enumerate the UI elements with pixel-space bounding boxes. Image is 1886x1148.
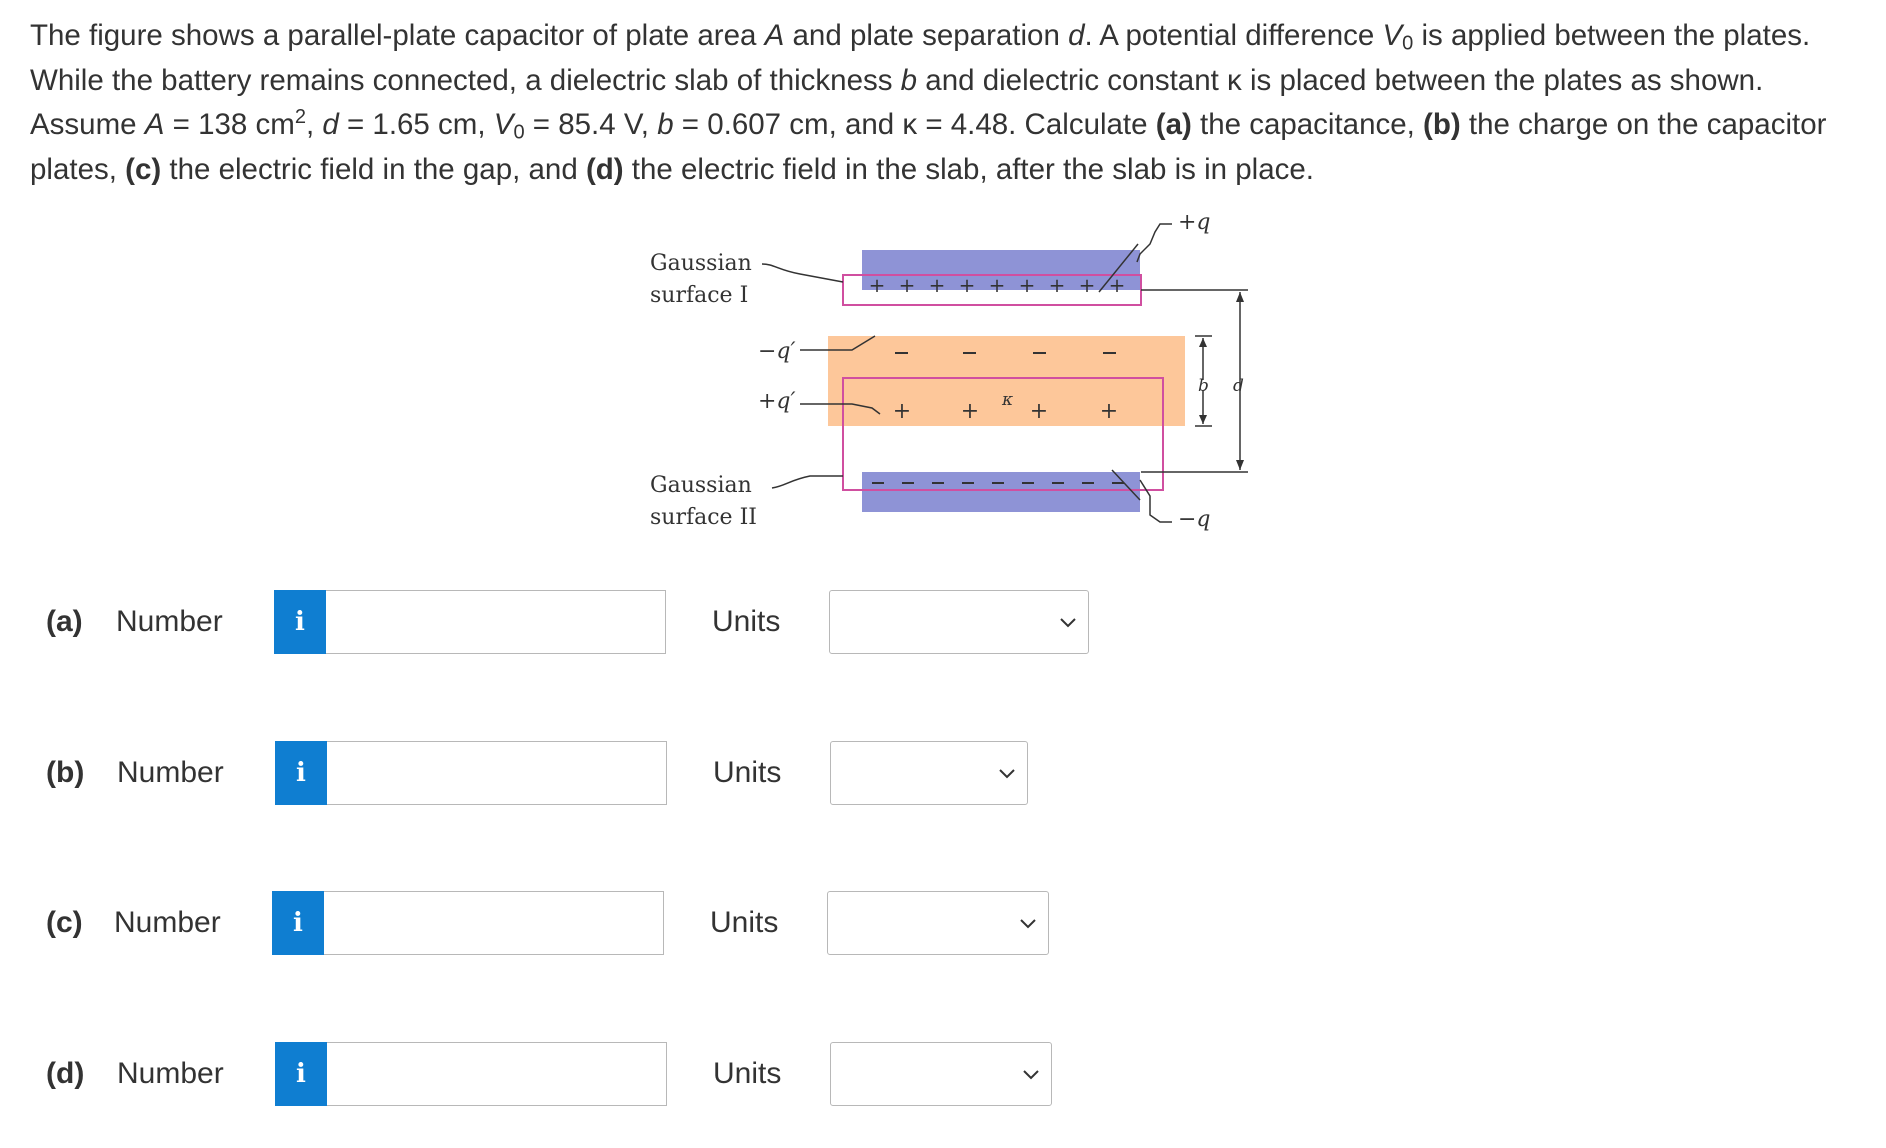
answer-row-d xyxy=(0,1042,1886,1106)
slab-positive-charge: + xyxy=(892,399,912,424)
part-label: (d) xyxy=(46,1057,85,1090)
leader-line xyxy=(762,264,843,282)
info-icon[interactable]: i xyxy=(272,891,324,955)
gaussian-surface-II-label: surface II xyxy=(650,505,757,530)
info-icon[interactable]: i xyxy=(275,1042,327,1106)
arrow-head xyxy=(1199,338,1207,347)
number-label: Number xyxy=(116,605,223,638)
arrow-head xyxy=(1236,460,1244,470)
number-input-d[interactable] xyxy=(327,1042,667,1106)
plus-q-label: +q xyxy=(1178,210,1211,235)
chevron-down-icon xyxy=(1058,612,1078,632)
slab-positive-charge: + xyxy=(1029,399,1049,424)
chevron-down-icon xyxy=(1021,1064,1041,1084)
units-label: Units xyxy=(713,1057,782,1090)
slab-positive-charge: + xyxy=(960,399,980,424)
gaussian-surface-I-label: Gaussian xyxy=(650,251,752,276)
b-label: b xyxy=(1198,376,1209,396)
minus-q-prime-label: −q′ xyxy=(758,339,796,364)
top-plate-charge: + xyxy=(868,273,886,297)
top-plate-charge: + xyxy=(988,273,1006,297)
answer-row-a xyxy=(0,590,1886,654)
info-icon[interactable]: i xyxy=(275,741,327,805)
problem-statement: The figure shows a parallel-plate capacitor of plate area A and plate separation d. A potential difference $V_0$ is applied between the plates. While the battery remains connected, a dielectric slab of thickness b and dielectric constant κ is placed between the plates as shown. Assume A = 138 $cm^2$, d = 1.65 cm, $V_0 = 85.4$ V, b = 0.607 cm, and κ = 4.48. Calculate (a) the capacitance, (b) the charge on the capacitor plates, (c) the electric field in the gap, and (d) the electric field in the slab, after the slab is in place. xyxy=(30,19,1827,186)
number-input-b[interactable] xyxy=(327,741,667,805)
kappa-label: κ xyxy=(1002,390,1014,410)
plus-q-prime-label: +q′ xyxy=(758,389,796,414)
number-label: Number xyxy=(114,906,221,939)
info-icon[interactable]: i xyxy=(274,590,326,654)
top-plate-charge: + xyxy=(1108,273,1126,297)
leader-line xyxy=(772,476,843,488)
top-plate-charge: + xyxy=(1078,273,1096,297)
minus-q-label: −q xyxy=(1178,507,1211,532)
number-input-c[interactable] xyxy=(324,891,664,955)
part-label: (c) xyxy=(46,906,83,939)
top-plate-charge: + xyxy=(958,273,976,297)
number-input-a[interactable] xyxy=(326,590,666,654)
leader-line xyxy=(1140,480,1172,522)
top-plate-charge: + xyxy=(1048,273,1066,297)
units-dropdown-b[interactable] xyxy=(830,741,1028,805)
leader-line xyxy=(1137,224,1172,262)
slab-positive-charge: + xyxy=(1099,399,1119,424)
units-dropdown-d[interactable] xyxy=(830,1042,1052,1106)
capacitor-figure xyxy=(650,200,1300,560)
units-label: Units xyxy=(713,756,782,789)
chevron-down-icon xyxy=(1018,913,1038,933)
part-label: (b) xyxy=(46,756,85,789)
units-label: Units xyxy=(710,906,779,939)
gaussian-surface-I-label: surface I xyxy=(650,283,749,308)
units-dropdown-a[interactable] xyxy=(829,590,1089,654)
bottom-plate xyxy=(862,472,1140,512)
top-plate-charge: + xyxy=(1018,273,1036,297)
chevron-down-icon xyxy=(997,763,1017,783)
top-plate-charge: + xyxy=(928,273,946,297)
number-label: Number xyxy=(117,756,224,789)
top-plate-charge: + xyxy=(898,273,916,297)
number-label: Number xyxy=(117,1057,224,1090)
units-dropdown-c[interactable] xyxy=(827,891,1049,955)
d-label: d xyxy=(1233,376,1244,396)
answer-row-c xyxy=(0,891,1886,955)
part-label: (a) xyxy=(46,605,83,638)
units-label: Units xyxy=(712,605,781,638)
gaussian-surface-II-label: Gaussian xyxy=(650,473,752,498)
arrow-head xyxy=(1199,415,1207,424)
arrow-head xyxy=(1236,292,1244,302)
dielectric-slab xyxy=(828,336,1185,426)
answer-row-b xyxy=(0,741,1886,805)
